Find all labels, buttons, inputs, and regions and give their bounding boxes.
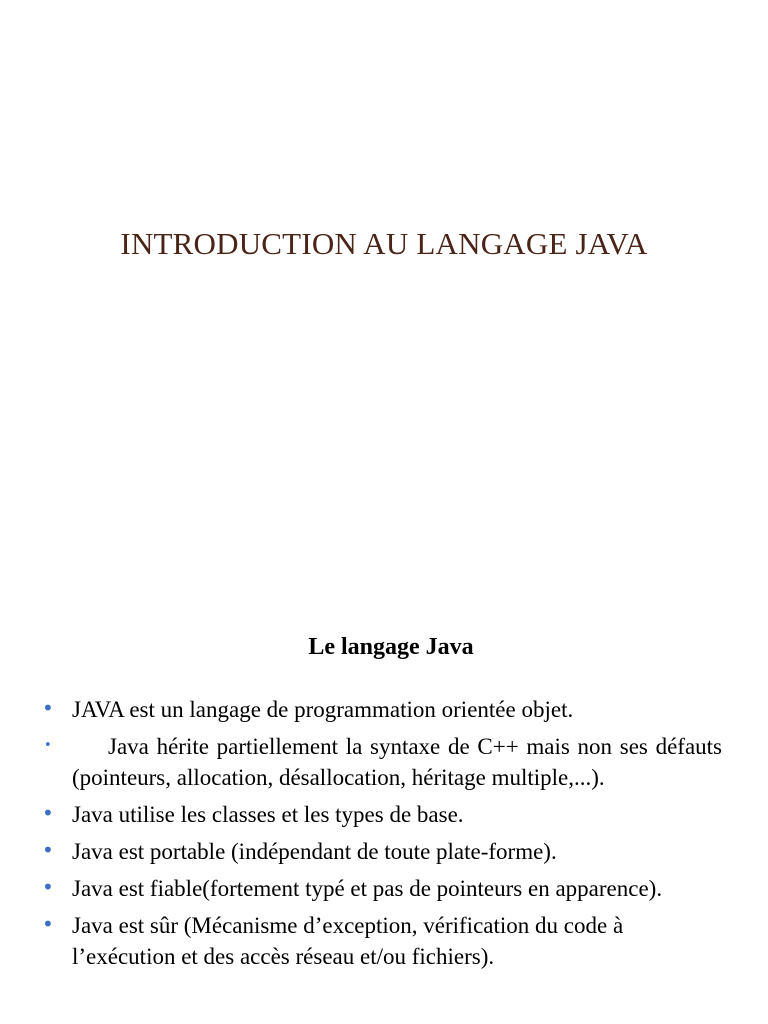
list-item	[0, 799, 768, 830]
list-item	[0, 731, 768, 793]
bullet-icon: •	[42, 875, 54, 899]
slide-heading: Le langage Java	[308, 634, 474, 660]
bullet-icon: •	[42, 838, 54, 862]
list-item	[0, 910, 768, 972]
bullet-text: Java utilise les classes et les types de base.	[72, 802, 464, 827]
bullet-icon: •	[42, 912, 54, 936]
bullet-icon: •	[44, 738, 52, 753]
slide-title: INTRODUCTION AU LANGAGE JAVA	[120, 226, 648, 261]
bullet-list	[0, 694, 768, 978]
bullet-text: Java est portable (indépendant de toute plate-forme).	[72, 839, 557, 864]
bullet-icon: •	[42, 696, 54, 720]
bullet-text: Java est sûr (Mécanisme d’exception, vérification du code à l’exécution et des accès réseau et/ou fichiers).	[72, 913, 624, 969]
bullet-icon: •	[42, 801, 54, 825]
slide-langage-java	[0, 600, 768, 1024]
bullet-text: Java est fiable(fortement typé et pas de pointeurs en apparence).	[72, 876, 663, 901]
bullet-text: Java hérite partiellement la syntaxe de C++ mais non ses défauts (pointeurs, allocation, désallocation, héritage multiple,...).	[72, 734, 722, 790]
list-item	[0, 873, 768, 904]
list-item	[0, 694, 768, 725]
bullet-text: JAVA est un langage de programmation orientée objet.	[72, 697, 574, 722]
list-item	[0, 836, 768, 867]
